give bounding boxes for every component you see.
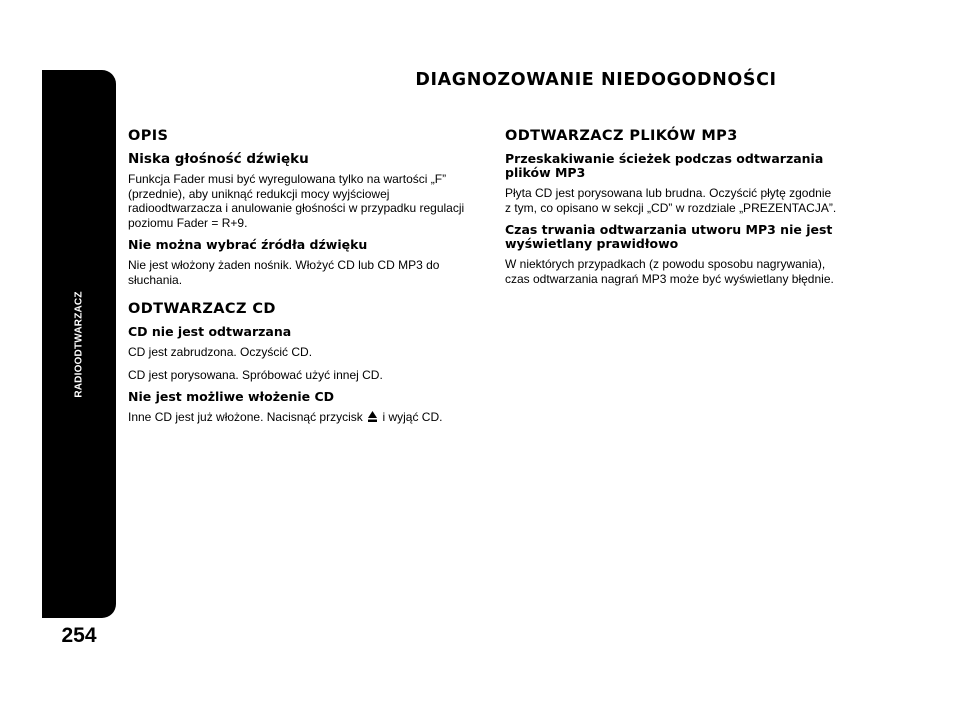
left-column xyxy=(128,128,483,434)
mp3-duration-text-line2: czas odtwarzania nagrań MP3 może być wyświetlany błędnie. xyxy=(505,271,834,286)
cd-insert-text xyxy=(128,410,483,426)
cd-insert-heading: Nie jest możliwe włożenie CD xyxy=(128,389,335,404)
mp3-duration-text xyxy=(505,257,885,286)
page-number: 254 xyxy=(61,624,97,647)
cd-not-playing-heading: CD nie jest odtwarzana xyxy=(128,324,292,339)
low-volume-text: Funkcja Fader musi być wyregulowana tylko na wartości „F” (przednie), aby uniknąć redukcji mocy wyjściowej radioodtwarzacza i anulowanie głośności w przypadku regulacji poziomu Fader = R+9. xyxy=(128,172,465,230)
mp3-player-heading: ODTWARZACZ PLIKÓW MP3 xyxy=(505,128,738,144)
chapter-label: RADIOODTWARZACZ xyxy=(73,290,85,398)
page-title: DIAGNOZOWANIE NIEDOGODNOŚCI xyxy=(415,70,777,90)
mp3-skip-heading-line1: Przeskakiwanie ścieżek podczas odtwarzania xyxy=(505,151,824,166)
mp3-skip-text xyxy=(505,186,885,215)
no-source-text: Nie jest włożony żaden nośnik. Włożyć CD lub CD MP3 do słuchania. xyxy=(128,258,440,287)
eject-icon xyxy=(368,411,377,426)
mp3-skip-text-line2: z tym, co opisano w sekcji „CD” w rozdziale „PREZENTACJA”. xyxy=(505,200,837,215)
cd-dirty-text: CD jest zabrudzona. Oczyścić CD. xyxy=(128,345,313,359)
cd-insert-text-before: Inne CD jest już włożone. Nacisnąć przycisk xyxy=(128,410,363,424)
mp3-duration-heading xyxy=(505,223,885,251)
low-volume-heading: Niska głośność dźwięku xyxy=(128,151,309,167)
chapter-label-wrap xyxy=(42,70,116,618)
mp3-duration-heading-line2: wyświetlany prawidłowo xyxy=(505,236,679,251)
mp3-skip-heading-line2: plików MP3 xyxy=(505,165,586,180)
cd-player-heading: ODTWARZACZ CD xyxy=(128,301,276,317)
mp3-duration-text-line1: W niektórych przypadkach (z powodu sposobu nagrywania), xyxy=(505,257,826,271)
no-source-heading: Nie można wybrać źródła dźwięku xyxy=(128,237,368,252)
opis-heading: OPIS xyxy=(128,128,169,144)
mp3-duration-heading-line1: Czas trwania odtwarzania utworu MP3 nie jest xyxy=(505,222,833,237)
cd-scratched-text: CD jest porysowana. Spróbować użyć innej CD. xyxy=(128,367,383,382)
cd-insert-text-after: i wyjąć CD. xyxy=(382,410,443,424)
mp3-skip-text-line1: Płyta CD jest porysowana lub brudna. Oczyścić płytę zgodnie xyxy=(505,186,832,200)
mp3-skip-heading xyxy=(505,152,885,180)
right-column xyxy=(505,128,885,294)
